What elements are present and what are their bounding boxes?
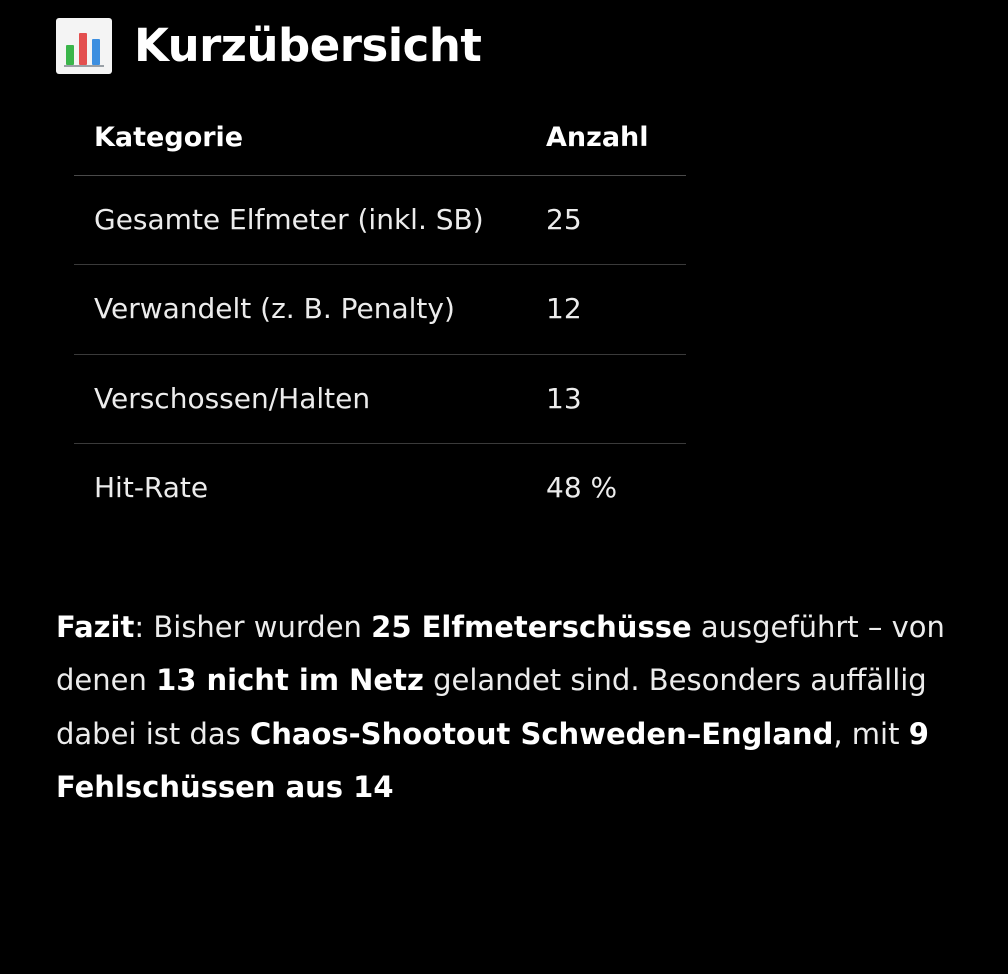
column-header-count: Anzahl — [526, 122, 686, 176]
conclusion-text: : Bisher wurden — [134, 609, 372, 644]
conclusion-text: ausgeführt – von denen — [56, 609, 945, 698]
table-row — [74, 444, 686, 533]
chart-bar-red — [79, 33, 87, 65]
stats-table — [74, 122, 686, 533]
chart-baseline — [64, 65, 104, 67]
conclusion-text: , mit — [833, 716, 909, 751]
cell-category: Hit-Rate — [94, 471, 209, 505]
conclusion-emphasis: 13 nicht im Netz — [156, 663, 424, 698]
conclusion-emphasis: 25 Elfmeterschüsse — [371, 609, 692, 644]
table-header-row — [74, 122, 686, 176]
conclusion-text: gelandet sind. Besonders auffällig dabei ist das — [56, 663, 927, 751]
conclusion-emphasis: Fazit — [56, 609, 135, 644]
table-body — [74, 176, 686, 533]
table-row — [74, 265, 686, 354]
cell-category: Verschossen/Halten — [74, 354, 526, 443]
page-title: Kurzübersicht — [134, 19, 482, 73]
cell-count: 25 — [526, 176, 686, 265]
cell-count: 48 % — [546, 471, 618, 505]
cell-category: Verwandelt (z. B. Penalty) — [74, 265, 526, 354]
table-row — [74, 354, 686, 443]
table-row — [74, 176, 686, 265]
column-header-category: Kategorie — [74, 122, 526, 176]
bar-chart-icon — [56, 18, 112, 74]
page-heading — [56, 18, 952, 74]
conclusion-emphasis: 9 Fehlschüssen aus 14 — [56, 716, 929, 805]
cell-category: Gesamte Elfmeter (inkl. SB) — [74, 176, 526, 265]
table-header — [74, 122, 686, 176]
cell-count: 12 — [526, 265, 686, 354]
cell-count: 13 — [526, 354, 686, 443]
chart-bar-blue — [92, 39, 100, 65]
conclusion-emphasis: Chaos-Shootout Schweden–England — [249, 716, 834, 751]
chart-bar-green — [66, 45, 74, 65]
conclusion-paragraph — [56, 601, 952, 816]
